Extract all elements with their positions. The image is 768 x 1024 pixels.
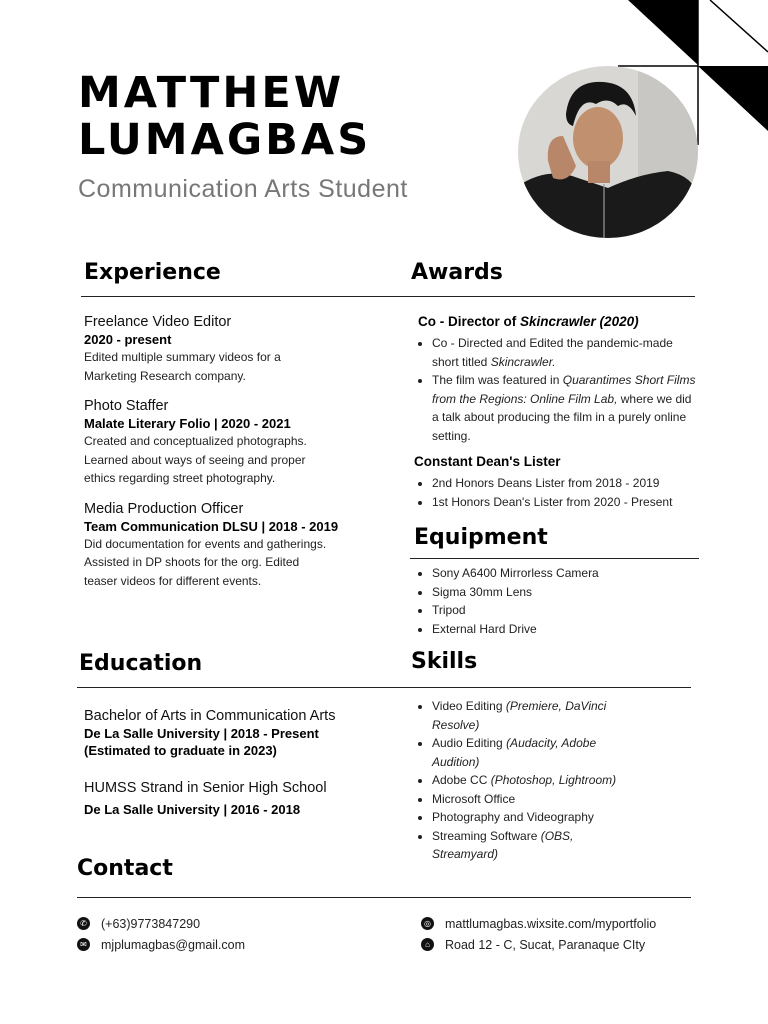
education-note: (Estimated to graduate in 2023): [84, 743, 277, 758]
experience-role: Freelance Video Editor: [84, 314, 232, 330]
contact-phone[interactable]: [77, 913, 245, 934]
desc-line: teaser videos for different events.: [84, 573, 262, 588]
skill-item: [432, 808, 636, 827]
experience-role: Photo Staffer: [84, 398, 169, 414]
awards-heading: Awards: [411, 260, 503, 285]
contact-divider: [77, 897, 691, 898]
desc-line: Edited multiple summary videos for a: [84, 350, 281, 364]
experience-entry: [84, 398, 394, 488]
skill-item: [432, 790, 636, 809]
name-line-first: MATTHEW: [78, 68, 345, 118]
home-icon: ⌂: [421, 938, 434, 951]
skills-list: [416, 693, 636, 864]
email-icon: ✉: [77, 938, 90, 951]
award-title: Constant Dean's Lister: [414, 454, 561, 469]
skill-tools: (Audacity, Adobe Audition): [432, 736, 597, 769]
equipment-item: • External Hard Drive: [432, 620, 696, 639]
globe-icon: ◎: [421, 917, 434, 930]
bullet-italic: Quarantimes Short Films from the Regions: Online Film Lab,: [432, 373, 696, 406]
experience-org: Team Communication DLSU | 2018 - 2019: [84, 518, 339, 534]
skill-text: Adobe CC: [432, 773, 491, 787]
skill-tools: (Photoshop, Lightroom): [490, 773, 617, 787]
skill-item: [432, 734, 636, 771]
contact-left: [77, 913, 245, 955]
profile-photo: [518, 66, 698, 238]
desc-line: Created and conceptualized photographs.: [84, 434, 307, 448]
experience-role: Media Production Officer: [84, 500, 244, 517]
education-heading: Education: [79, 651, 203, 676]
equipment-divider: [410, 558, 699, 559]
education-entry: [84, 708, 404, 758]
education-entry: [84, 780, 404, 817]
phone-icon: ✆: [77, 917, 90, 930]
skills-heading: Skills: [411, 649, 478, 674]
education-org: De La Salle University | 2016 - 2018: [84, 802, 301, 817]
award-bullet: • 1st Honors Dean's Lister from 2020 - Present: [432, 493, 706, 512]
desc-line: Marketing Research company.: [84, 368, 246, 383]
award-bullet: [432, 334, 696, 371]
skill-text: Streaming Software: [432, 828, 541, 843]
skill-tools: (OBS, Streamyard): [432, 828, 574, 861]
address-text: Road 12 - C, Sucat, Paranaque CIty: [445, 937, 646, 952]
award-bullets: [416, 470, 706, 511]
experience-desc: [84, 535, 394, 591]
experience-desc: [84, 432, 394, 488]
contact-email[interactable]: [77, 934, 245, 955]
skill-text: Microsoft Office: [432, 791, 516, 806]
resume-name: [78, 70, 371, 164]
skill-text: Audio Editing: [432, 736, 507, 750]
name-line-last: LUMAGBAS: [78, 115, 372, 165]
education-degree: Bachelor of Arts in Communication Arts: [84, 708, 336, 724]
website-text: mattlumagbas.wixsite.com/myportfolio: [445, 916, 657, 931]
experience-desc: [84, 348, 394, 385]
award-bullets: [416, 330, 696, 445]
bullet-text: Co - Directed and Edited the pandemic-made short titled: [432, 336, 673, 369]
education-org: De La Salle University | 2018 - Present: [84, 726, 319, 741]
experience-list: [84, 314, 394, 603]
desc-line: Assisted in DP shoots for the org. Edited: [84, 555, 300, 569]
education-list: [84, 708, 404, 830]
desc-line: Learned about ways of seeing and proper: [84, 452, 306, 467]
skill-item: [432, 697, 636, 734]
contact-website[interactable]: [421, 913, 656, 934]
experience-org: 2020 - present: [84, 332, 172, 347]
bullet-italic: Skincrawler.: [490, 354, 556, 369]
email-text: mjplumagbas@gmail.com: [101, 937, 245, 952]
skill-tools: (Premiere, DaVinci Resolve): [432, 699, 607, 732]
job-subtitle: Communication Arts Student: [78, 175, 408, 203]
award-title-italic: Skincrawler (2020): [520, 314, 639, 329]
experience-entry: [84, 501, 394, 591]
contact-right: [421, 913, 656, 955]
experience-entry: [84, 314, 394, 385]
award-title-text: Co - Director of: [418, 314, 521, 329]
experience-heading: Experience: [84, 260, 221, 285]
skill-text: Photography and Videography: [432, 810, 594, 824]
equipment-heading: Equipment: [414, 525, 548, 550]
contact-heading: Contact: [77, 856, 173, 881]
phone-text: (+63)9773847290: [101, 916, 201, 931]
skill-item: [432, 827, 636, 864]
equipment-item: • Tripod: [432, 601, 696, 620]
education-divider: [77, 687, 691, 688]
skill-item: [432, 771, 636, 790]
experience-org: Malate Literary Folio | 2020 - 2021: [84, 416, 291, 431]
award-entry: [418, 314, 693, 329]
award-bullet: [432, 371, 696, 445]
skill-text: Video Editing: [432, 699, 506, 713]
education-degree: HUMSS Strand in Senior High School: [84, 780, 327, 796]
award-title: [418, 314, 693, 329]
award-bullet: • 2nd Honors Deans Lister from 2018 - 2019: [432, 474, 706, 493]
desc-line: ethics regarding street photography.: [84, 471, 276, 485]
bullet-text: The film was featured in: [432, 373, 563, 387]
equipment-list: [416, 560, 696, 638]
equipment-item: • Sigma 30mm Lens: [432, 583, 696, 602]
contact-address: [421, 934, 656, 955]
experience-divider: [81, 296, 695, 297]
bullet-text: where we did a talk about producing the film in a purely online setting.: [432, 391, 692, 443]
desc-line: Did documentation for events and gatherings.: [84, 536, 327, 551]
equipment-item: • Sony A6400 Mirrorless Camera: [432, 564, 696, 583]
